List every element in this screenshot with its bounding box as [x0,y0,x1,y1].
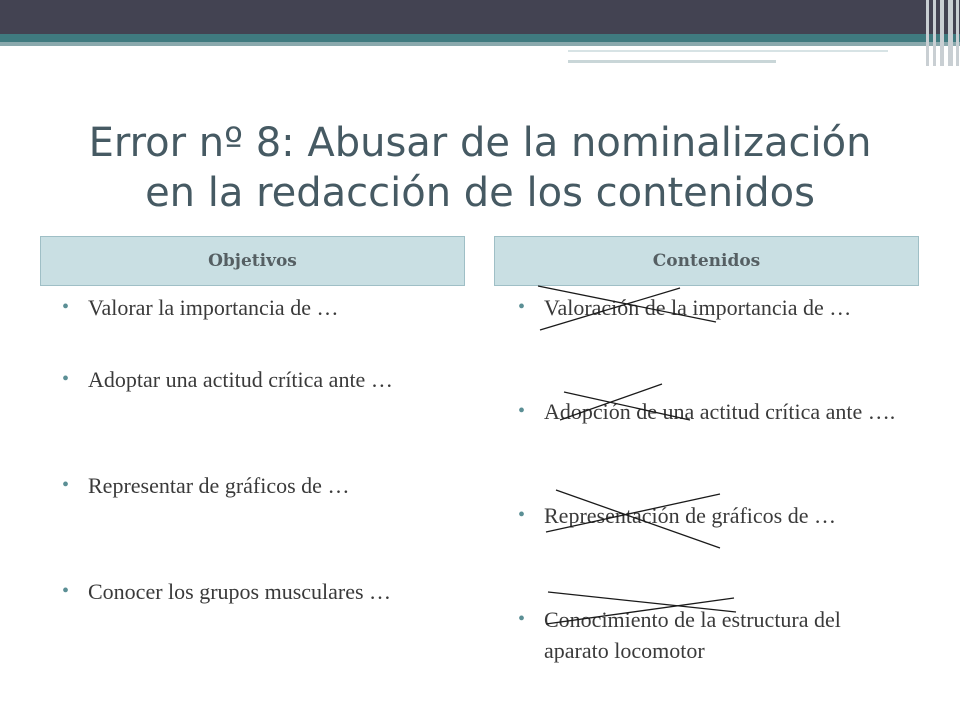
item-text: Valorar la importancia de … [88,295,339,320]
header-objetivos: Objetivos [40,236,465,286]
strike-line [546,494,720,532]
strike-line [560,384,662,420]
title-line-1: Error nº 8: Abusar de la nominalización [88,120,872,166]
bullet-icon: • [62,580,70,602]
bullet-icon: • [518,504,526,526]
item-text: Valoración de la importancia de … [544,295,852,320]
bullet-icon: • [62,368,70,390]
title-line-2: en la redacción de los contenidos [145,170,815,216]
bullet-icon: • [518,608,526,630]
header-contenidos: Contenidos [494,236,919,286]
strike-line [556,490,720,548]
item-text: Conocimiento de la estructura del aparato locomotor [544,607,841,663]
item-text: Representación de gráficos de … [544,503,836,528]
bullet-icon: • [518,400,526,422]
item-text: Adopción de una actitud crítica ante …. [544,399,896,424]
strike-line [540,288,680,330]
bullet-icon: • [62,296,70,318]
item-text: Adoptar una actitud crítica ante … [88,367,393,392]
item-text: Representar de gráficos de … [88,473,350,498]
item-text: Conocer los grupos musculares … [88,579,392,604]
bullet-icon: • [518,296,526,318]
bullet-icon: • [62,474,70,496]
